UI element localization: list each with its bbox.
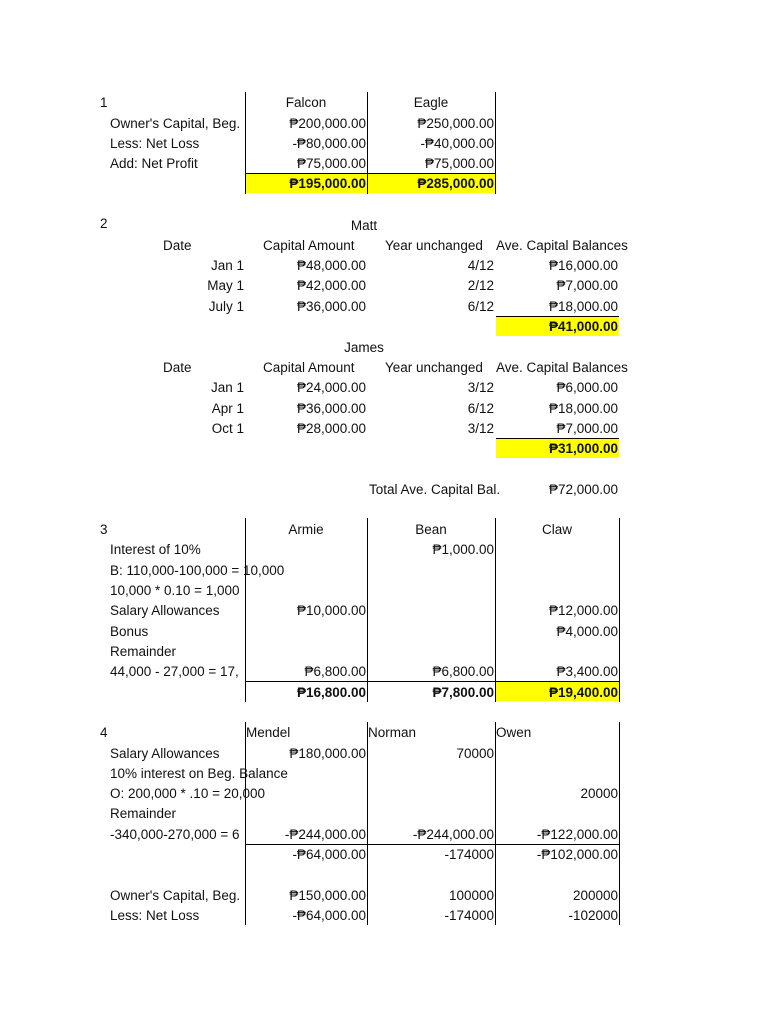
s2-amount: ₱48,000.00	[296, 258, 366, 273]
s2-amount: ₱36,000.00	[296, 299, 366, 314]
s2-ave: ₱16,000.00	[548, 258, 618, 273]
s4-interest-calc: O: 200,000 * .10 = 20,000	[110, 786, 265, 801]
s1-total-line	[246, 173, 495, 174]
s1-total-falcon: ₱195,000.00	[289, 176, 366, 191]
s2-james-total: ₱31,000.00	[548, 441, 618, 456]
s4-capital-norman: 100000	[448, 888, 494, 903]
s4-divider-4	[619, 722, 620, 925]
s3-divider-4	[619, 518, 620, 702]
s2-amount: ₱42,000.00	[296, 278, 366, 293]
s1-row-label: Less: Net Loss	[110, 136, 200, 151]
section-3-number: 3	[100, 522, 108, 537]
s2-amount: ₱36,000.00	[296, 401, 366, 416]
s1-cell: -₱80,000.00	[292, 136, 366, 151]
s4-loss-owen: -102000	[568, 908, 618, 923]
s3-rem-bean: ₱6,800.00	[432, 664, 494, 679]
s4-total-line	[246, 844, 619, 845]
s2-months: 6/12	[467, 401, 494, 416]
s2-header-ave: Ave. Capital Balances	[496, 360, 628, 375]
s2-amount: ₱24,000.00	[296, 380, 366, 395]
s4-loss-mendel: -₱64,000.00	[292, 908, 366, 923]
s4-rem-mendel: -₱244,000.00	[284, 827, 366, 842]
s4-interest-owen: 20000	[580, 786, 618, 801]
s1-row-label: Owner's Capital, Beg.	[110, 116, 241, 131]
s3-salary-armie: ₱10,000.00	[296, 603, 366, 618]
s2-header-amount: Capital Amount	[263, 360, 355, 375]
s4-remainder-label: Remainder	[110, 806, 177, 821]
s3-header-claw: Claw	[541, 522, 572, 537]
s1-cell: ₱250,000.00	[417, 116, 494, 131]
s3-interest-label: Interest of 10%	[110, 542, 201, 557]
s2-date: May 1	[207, 278, 244, 293]
s3-remainder-label: Remainder	[110, 644, 177, 659]
s4-header-mendel: Mendel	[246, 725, 291, 740]
s4-loss-norman: -174000	[444, 908, 494, 923]
s2-ave: ₱7,000.00	[556, 278, 618, 293]
s2-months: 4/12	[467, 258, 494, 273]
section-1-number: 1	[100, 95, 108, 110]
s3-total-armie: ₱16,800.00	[296, 685, 366, 700]
s3-header-bean: Bean	[415, 522, 447, 537]
s1-total-eagle: ₱285,000.00	[417, 176, 494, 191]
s4-total-mendel: -₱64,000.00	[292, 847, 366, 862]
s1-cell: ₱75,000.00	[424, 156, 494, 171]
s3-bonus-claw: ₱4,000.00	[556, 624, 618, 639]
s2-date: Jan 1	[210, 380, 244, 395]
s4-total-owen: -₱102,000.00	[536, 847, 618, 862]
s1-cell: ₱200,000.00	[289, 116, 366, 131]
s3-total-bean: ₱7,800.00	[432, 685, 494, 700]
s3-calc-1: B: 110,000-100,000 = 10,000	[110, 563, 285, 578]
s3-bonus-label: Bonus	[110, 624, 149, 639]
s2-header-ave: Ave. Capital Balances	[496, 238, 628, 253]
s1-header-eagle: Eagle	[413, 95, 449, 110]
s2-ave: ₱6,000.00	[556, 380, 618, 395]
s4-rem-norman: -₱244,000.00	[412, 827, 494, 842]
s2-matt-total: ₱41,000.00	[548, 319, 618, 334]
s1-cell: ₱75,000.00	[296, 156, 366, 171]
s2-months: 3/12	[467, 421, 494, 436]
s1-divider-3	[495, 92, 496, 194]
s2-header-date: Date	[163, 360, 192, 375]
s1-header-falcon: Falcon	[285, 95, 327, 110]
s2-grand-total-value: ₱72,000.00	[548, 482, 618, 497]
s4-total-norman: -174000	[444, 847, 494, 862]
s2-date: July 1	[208, 299, 244, 314]
s2-header-months: Year unchanged	[385, 360, 483, 375]
s2-header-amount: Capital Amount	[263, 238, 355, 253]
s4-interest-label: 10% interest on Beg. Balance	[110, 766, 288, 781]
s4-header-owen: Owen	[496, 725, 532, 740]
s2-months: 2/12	[467, 278, 494, 293]
s1-row-label: Add: Net Profit	[110, 156, 198, 171]
s2-james-title: James	[344, 340, 384, 355]
s2-ave: ₱18,000.00	[548, 299, 618, 314]
s4-salary-mendel: ₱180,000.00	[289, 746, 366, 761]
s2-grand-total-label: Total Ave. Capital Bal.	[369, 482, 501, 497]
s3-salary-label: Salary Allowances	[110, 603, 220, 618]
s4-loss-label: Less: Net Loss	[110, 908, 200, 923]
section-2-number: 2	[100, 216, 108, 231]
s1-cell: -₱40,000.00	[420, 136, 494, 151]
s3-header-armie: Armie	[288, 522, 324, 537]
s2-months: 6/12	[467, 299, 494, 314]
s4-capital-label: Owner's Capital, Beg.	[110, 888, 241, 903]
s3-total-claw: ₱19,400.00	[548, 685, 618, 700]
s3-rem-armie: ₱6,800.00	[304, 664, 366, 679]
section-4-number: 4	[100, 725, 108, 740]
s4-capital-mendel: ₱150,000.00	[289, 888, 366, 903]
s2-date: Apr 1	[211, 401, 244, 416]
s2-ave: ₱7,000.00	[556, 421, 618, 436]
s2-header-months: Year unchanged	[385, 238, 483, 253]
s3-calc-2: 10,000 * 0.10 = 1,000	[110, 583, 240, 598]
s3-interest-bean: ₱1,000.00	[432, 542, 494, 557]
s3-remainder-calc: 44,000 - 27,000 = 17,	[110, 664, 239, 679]
s2-ave: ₱18,000.00	[548, 401, 618, 416]
s4-header-norman: Norman	[368, 725, 417, 740]
s4-salary-norman: 70000	[456, 746, 494, 761]
s2-date: Jan 1	[210, 258, 244, 273]
s2-header-date: Date	[163, 238, 192, 253]
s4-rem-owen: -₱122,000.00	[536, 827, 618, 842]
s2-date: Oct 1	[211, 421, 244, 436]
s4-remainder-calc: -340,000-270,000 = 6	[110, 827, 240, 842]
s3-rem-claw: ₱3,400.00	[556, 664, 618, 679]
s2-matt-title: Matt	[350, 218, 378, 233]
s2-amount: ₱28,000.00	[296, 421, 366, 436]
s4-capital-owen: 200000	[572, 888, 618, 903]
s2-months: 3/12	[467, 380, 494, 395]
s4-salary-label: Salary Allowances	[110, 746, 220, 761]
s3-salary-claw: ₱12,000.00	[548, 603, 618, 618]
